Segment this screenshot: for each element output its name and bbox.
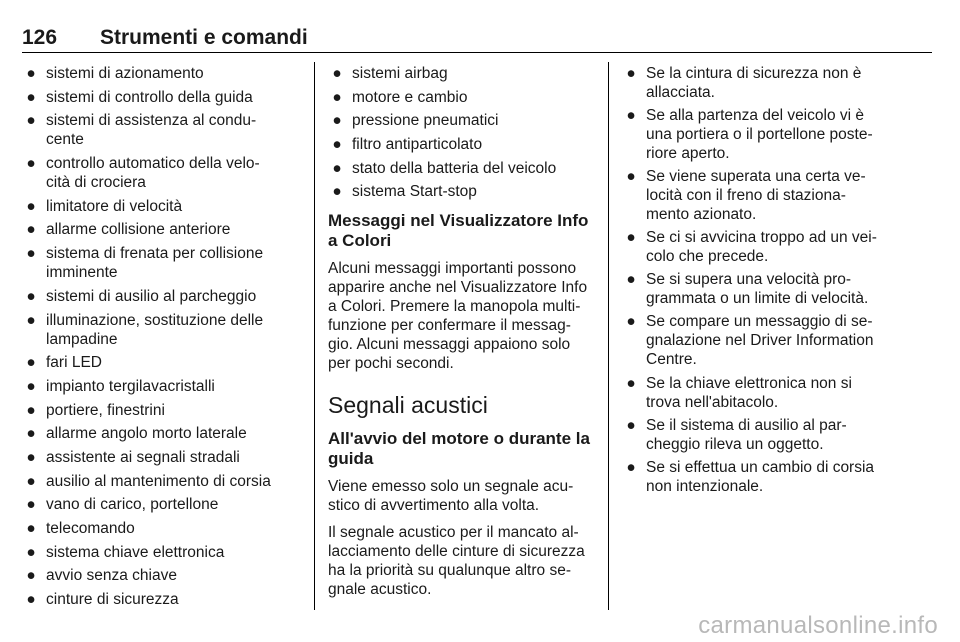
bullet-icon: ●	[626, 65, 636, 82]
bullet-icon: ●	[26, 245, 36, 263]
list-item	[22, 287, 302, 306]
bullet-icon: ●	[626, 374, 636, 392]
header-rule	[22, 52, 932, 53]
list-item-text: limitatore di velocità	[46, 197, 183, 215]
page-number: 126	[22, 26, 58, 49]
list-item	[22, 543, 302, 562]
list-item	[622, 106, 892, 163]
list-item-text: Se si effettua un cambio di corsia non intenzionale.	[646, 458, 875, 495]
bullet-icon: ●	[26, 520, 36, 537]
list-item	[22, 377, 302, 396]
list-item-text: sistemi airbag	[352, 65, 448, 82]
list-item	[22, 220, 302, 239]
list-item-text: Se si supera una velocità pro- grammata o un limite di velocità.	[646, 271, 869, 308]
paragraph-seatbelt-priority: Il segnale acustico per il mancato al- lacciamento delle cinture di sicurezza ha la priorità su qualunque altro se- gnale acustico.	[328, 524, 585, 599]
list-item	[22, 448, 302, 467]
signal-conditions-list	[622, 64, 892, 496]
column-divider-1	[314, 62, 315, 610]
bullet-icon: ●	[626, 271, 636, 289]
list-item-text: sistemi di assistenza al condu- cente	[46, 112, 257, 149]
list-item-text: assistente ai segnali stradali	[46, 448, 240, 466]
list-item-text: sistema chiave elettronica	[46, 543, 225, 561]
list-item	[622, 374, 892, 412]
bullet-icon: ●	[26, 543, 36, 561]
bullet-icon: ●	[332, 112, 342, 130]
list-item	[622, 416, 892, 454]
subheading-engine-driving: All'avvio del motore o durante la guida	[328, 429, 590, 469]
list-item-text: filtro antiparticolato	[352, 136, 483, 154]
list-item-text: Se compare un messaggio di se- gnalazione nel Driver Information Centre.	[646, 313, 874, 369]
subheading-info-display: Messaggi nel Visualizzatore Info a Colori	[328, 211, 589, 251]
list-item-text: Se la chiave elettronica non si trova nell'abitacolo.	[646, 374, 852, 411]
list-item-text: sistema di frenata per collisione imminente	[46, 245, 264, 282]
bullet-icon: ●	[332, 65, 342, 82]
list-item-text: sistemi di azionamento	[46, 65, 204, 82]
list-item	[328, 182, 600, 201]
list-item	[22, 244, 302, 282]
bullet-icon: ●	[26, 591, 36, 609]
column-divider-2	[608, 62, 609, 610]
list-item	[328, 135, 600, 154]
list-item-text: vano di carico, portellone	[46, 496, 219, 514]
bullet-icon: ●	[626, 107, 636, 125]
list-item	[22, 197, 302, 216]
section-title-acoustic-signals: Segnali acustici	[328, 392, 488, 419]
bullet-icon: ●	[332, 183, 342, 201]
list-item	[22, 401, 302, 420]
list-item	[622, 228, 892, 266]
list-item	[22, 472, 302, 491]
list-item-text: cinture di sicurezza	[46, 591, 179, 609]
list-item-text: ausilio al mantenimento di corsia	[46, 472, 271, 490]
bullet-icon: ●	[26, 221, 36, 239]
list-item-text: Se alla partenza del veicolo vi è una portiera o il portellone poste- riore aperto.	[646, 107, 873, 163]
bullet-icon: ●	[26, 287, 36, 305]
list-item-text: telecomando	[46, 520, 135, 537]
list-item	[328, 159, 600, 178]
list-item-text: portiere, finestrini	[46, 401, 165, 419]
list-item-text: Se la cintura di sicurezza non è allacciata.	[646, 65, 862, 101]
list-item-text: sistemi di ausilio al parcheggio	[46, 287, 257, 305]
bullet-icon: ●	[332, 88, 342, 106]
topic-list-continued	[328, 64, 600, 201]
watermark[interactable]: carmanualsonline.info	[698, 612, 938, 639]
bullet-icon: ●	[626, 229, 636, 247]
list-item-text: stato della batteria del veicolo	[352, 159, 557, 177]
list-item	[328, 88, 600, 107]
list-item	[22, 519, 302, 538]
bullet-icon: ●	[626, 416, 636, 434]
bullet-icon: ●	[26, 401, 36, 419]
list-item-text: motore e cambio	[352, 88, 468, 106]
page-header	[22, 26, 932, 50]
bullet-icon: ●	[332, 136, 342, 154]
bullet-icon: ●	[626, 458, 636, 476]
list-item-text: allarme angolo morto laterale	[46, 425, 247, 443]
list-item	[22, 590, 302, 609]
list-item-text: fari LED	[46, 354, 102, 372]
list-item	[622, 64, 892, 102]
list-item	[22, 88, 302, 107]
list-item-text: sistemi di controllo della guida	[46, 88, 253, 106]
column-3	[622, 64, 892, 500]
bullet-icon: ●	[332, 159, 342, 177]
list-item	[328, 111, 600, 130]
list-item	[22, 111, 302, 149]
column-1	[22, 64, 302, 614]
bullet-icon: ●	[26, 311, 36, 329]
bullet-icon: ●	[26, 197, 36, 215]
list-item-text: Se ci si avvicina troppo ad un vei- colo che precede.	[646, 229, 877, 266]
list-item	[22, 566, 302, 585]
list-item	[22, 64, 302, 83]
list-item	[622, 270, 892, 308]
list-item-text: sistema Start-stop	[352, 183, 477, 201]
list-item	[328, 64, 600, 83]
list-item-text: pressione pneumatici	[352, 112, 499, 130]
list-item-text: illuminazione, sostituzione delle lampadine	[46, 311, 264, 348]
bullet-icon: ●	[26, 472, 36, 490]
bullet-icon: ●	[626, 168, 636, 186]
list-item	[22, 311, 302, 349]
list-item	[22, 154, 302, 192]
bullet-icon: ●	[26, 567, 36, 585]
bullet-icon: ●	[26, 155, 36, 173]
list-item-text: avvio senza chiave	[46, 567, 177, 585]
bullet-icon: ●	[26, 88, 36, 106]
bullet-icon: ●	[26, 65, 36, 82]
bullet-icon: ●	[26, 112, 36, 130]
bullet-icon: ●	[26, 425, 36, 443]
topic-list	[22, 64, 302, 609]
list-item	[622, 458, 892, 496]
bullet-icon: ●	[26, 496, 36, 514]
list-item	[622, 167, 892, 224]
bullet-icon: ●	[26, 448, 36, 466]
list-item-text: allarme collisione anteriore	[46, 221, 231, 239]
list-item	[622, 312, 892, 369]
list-item	[22, 353, 302, 372]
list-item	[22, 495, 302, 514]
list-item-text: controllo automatico della velo- cità di crociera	[46, 155, 260, 192]
column-2	[328, 64, 600, 607]
bullet-icon: ●	[26, 354, 36, 372]
list-item-text: Se il sistema di ausilio al par- cheggio rileva un oggetto.	[646, 416, 847, 453]
list-item	[22, 424, 302, 443]
list-item-text: Se viene superata una certa ve- locità con il freno di staziona- mento azionato.	[646, 168, 866, 224]
list-item-text: impianto tergilavacristalli	[46, 377, 215, 395]
paragraph-single-signal: Viene emesso solo un segnale acu- stico di avvertimento alla volta.	[328, 478, 574, 515]
page-title: Strumenti e comandi	[100, 26, 308, 49]
paragraph-info-display: Alcuni messaggi importanti possono apparire anche nel Visualizzatore Info a Colori. Premere la manopola multi- funzione per confermare il messag- gio. Alcuni messaggi appaiono solo per pochi secondi.	[328, 260, 588, 373]
bullet-icon: ●	[26, 377, 36, 395]
bullet-icon: ●	[626, 313, 636, 331]
